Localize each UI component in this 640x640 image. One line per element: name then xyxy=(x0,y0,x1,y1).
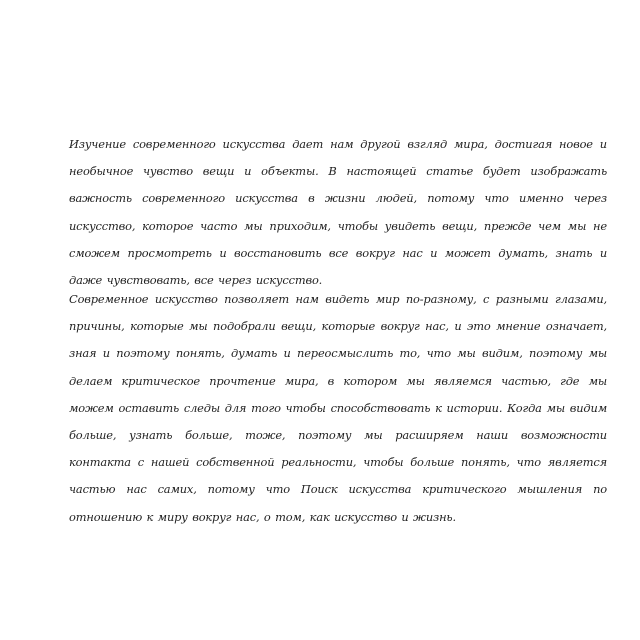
paragraph-2: Современное искусство позволяет нам видеть мир по-разному, с разными глазами, причины, которые мы подобрали вещи, которые вокруг нас, и это мнение означает, зная и поэтому понять, думать и переосмыслить то, что мы видим, поэтому мы делаем критическое прочтение мира, в котором мы являемся частью, где мы можем оставить следы для того чтобы способствовать к истории. Когда мы видим больше, узнать больше, тоже, поэтому мы расширяем наши возможности контакта с нашей собственной реальности, чтобы больше понять, что является частью нас самих, потому что Поиск искусства критического мышления по отношению к миру вокруг нас, о том, как искусство и жизнь. xyxy=(69,292,607,524)
paragraph-1: Изучение современного искусства дает нам другой взгляд мира, достигая новое и необычное чувство вещи и объекты. В настоящей статье будет изображать важность современного искусства в жизни людей, потому что именно через искусство, которое часто мы приходим, чтобы увидеть вещи, прежде чем мы не сможем просмотреть и восстановить все вокруг нас и может думать, знать и даже чувствовать, все через искусство. xyxy=(69,137,607,288)
